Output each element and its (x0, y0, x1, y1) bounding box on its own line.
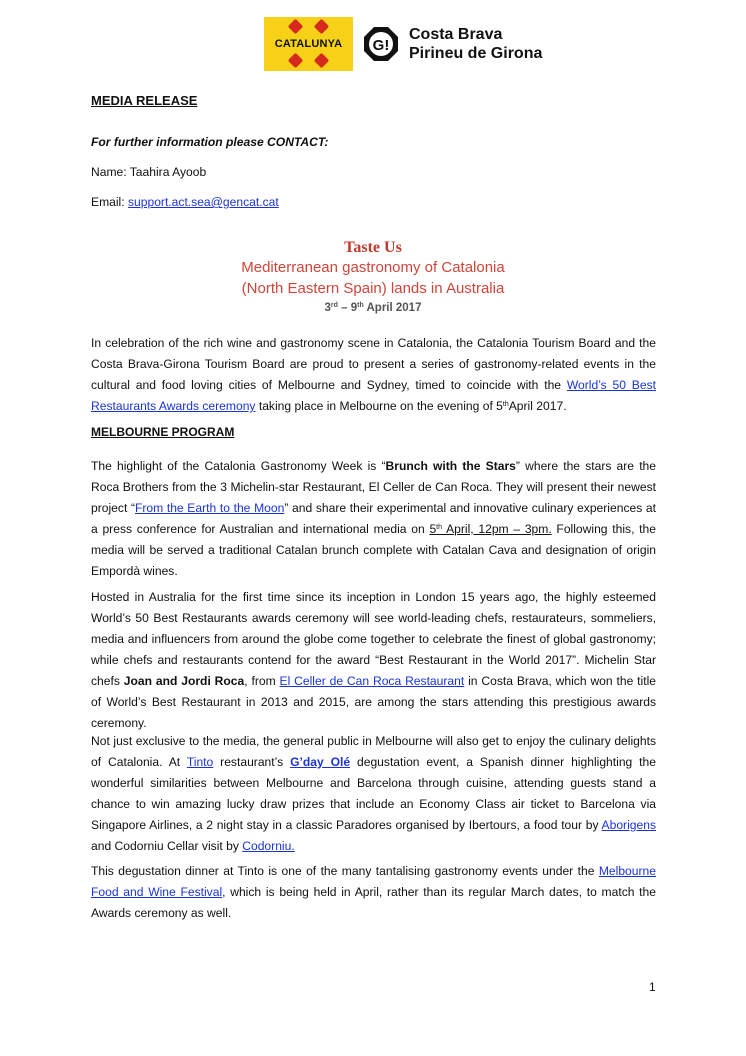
melbourne-program-heading: MELBOURNE PROGRAM (91, 425, 235, 439)
headline-subtitle-1: Mediterranean gastronomy of Catalonia (241, 259, 505, 276)
text: Hosted in Australia for the first time since its inception in London 15 years ago, the highly esteemed World’s 50 Best Restaurants awards ceremony will see world-leading chefs, restaurateurs, sommeliers, media and influencers from around the globe come together to celebrate the finest of global gastronomy; while chefs and restaurants contend for the award “Best Restaurant in the World 2017”. Michelin Star chefs (91, 590, 656, 688)
catalunya-logo (264, 17, 353, 71)
text: The highlight of the Catalonia Gastronomy Week is “ (91, 459, 386, 473)
festival-paragraph (91, 861, 656, 924)
text: This degustation dinner at Tinto is one of the many tantalising gastronomy events under the (91, 864, 599, 878)
headline-subtitle-2: (North Eastern Spain) lands in Australia (241, 280, 505, 297)
headline-title: Taste Us (344, 239, 402, 256)
text: , which is being held in April, rather than its regular March dates, to match the Awards ceremony as well. (91, 885, 656, 920)
worlds-50-best-link[interactable]: World’s 50 Best Restaurants Awards ceremony (91, 378, 657, 413)
earth-to-moon-link[interactable]: From the Earth to the Moon (134, 501, 285, 515)
date-start: 3 (324, 302, 331, 314)
header-logos (264, 17, 542, 71)
text: , from (244, 674, 280, 688)
catalunya-petal-icon (288, 19, 304, 35)
text: In celebration of the rich wine and gastronomy scene in Catalonia, the Catalonia Tourism Board and the Costa Brava-Girona Tourism Board are proud to present a series of gastronomy-related events in the cultural and food loving cities of Melbourne and Sydney, timed to coincide with the (91, 336, 656, 392)
text: Following this, the media will be served a traditional Catalan brunch complete with Catalan Cava and designation of origin Empordà wines. (91, 522, 656, 578)
text: ” and share their experimental and innovative culinary experiences at a press conference for Australian and international media on (91, 501, 657, 536)
catalunya-petal-icon (314, 19, 330, 35)
celler-can-roca-link[interactable]: El Celler de Can Roca Restaurant (279, 674, 465, 688)
public-events-paragraph (91, 731, 656, 857)
ordinal-suffix: th (436, 524, 443, 531)
text: Not just exclusive to the media, the general public in Melbourne will also get to enjoy the culinary delights of Catalonia. At (91, 734, 656, 769)
brunch-paragraph (91, 456, 656, 582)
costa-brava-line1: Costa Brava (409, 26, 503, 43)
catalunya-petal-icon (314, 53, 330, 69)
email-link[interactable]: support.act.sea@gencat.cat (127, 195, 279, 209)
text: in Costa Brava, which won the title of World’s Best Restaurant in 2013 and 2015, are among the stars attending this prestigious awards ceremony. (91, 674, 656, 730)
date-month-year: April 2017 (363, 302, 422, 314)
date-dash: – (337, 302, 351, 314)
costa-brava-g-icon (363, 26, 399, 62)
food-wine-festival-link[interactable]: Melbourne Food and Wine Festival (91, 864, 656, 899)
codorniu-link[interactable]: Codorniu. (242, 839, 295, 853)
media-release-title: MEDIA RELEASE (91, 93, 198, 108)
name-label: Name: (91, 165, 130, 179)
text: taking place in Melbourne on the evening of 5 (255, 399, 503, 413)
costa-brava-wordmark (409, 25, 542, 63)
contact-email (91, 192, 279, 213)
brunch-with-stars-bold: Brunch with the Stars (385, 459, 516, 473)
ordinal-suffix: th (502, 401, 509, 408)
press-conference-datetime (429, 522, 551, 536)
text: degustation event, a Spanish dinner highlighting the wonderful similarities between Melbourne and Barcelona through cuisine, attending guests stand a chance to win amazing lucky draw prizes that include an Economy Class air ticket to Barcelona via Singapore Airlines, a 2 night stay in a classic Paradores organised by Ibertours, a food tour by (91, 755, 656, 832)
date-end-suffix: th (357, 302, 364, 309)
intro-paragraph (91, 333, 656, 417)
contact-name (91, 162, 206, 183)
event-dates (0, 302, 746, 314)
text: and Codorniu Cellar visit by (91, 839, 243, 853)
date-end: 9 (350, 302, 358, 314)
costa-brava-line2: Pirineu de Girona (409, 45, 543, 62)
g-mark-text: G! (372, 37, 390, 54)
catalunya-logo-word: CATALUNYA (274, 38, 343, 50)
name-value: Taahira Ayoob (129, 165, 207, 179)
text: restaurant’s (213, 755, 291, 769)
text: ” where the stars are the Roca Brothers from the 3 Michelin-star Restaurant, El Celler de Can Roca. They will present their newest project “ (91, 459, 657, 515)
date-start-suffix: rd (330, 302, 338, 309)
page-number: 1 (649, 980, 656, 994)
awards-paragraph (91, 587, 656, 734)
tinto-link[interactable]: Tinto (186, 755, 214, 769)
text: April, 12pm – 3pm. (442, 522, 552, 536)
gday-ole-link[interactable]: G’day Olé (290, 755, 351, 769)
contact-heading: For further information please CONTACT: (91, 135, 329, 149)
aborigens-link[interactable]: Aborigens (601, 818, 656, 832)
email-label: Email: (91, 195, 128, 209)
text: April 2017. (508, 399, 567, 413)
chefs-names-bold: Joan and Jordi Roca (123, 674, 245, 688)
text: 5 (429, 522, 437, 536)
catalunya-petal-icon (288, 53, 304, 69)
